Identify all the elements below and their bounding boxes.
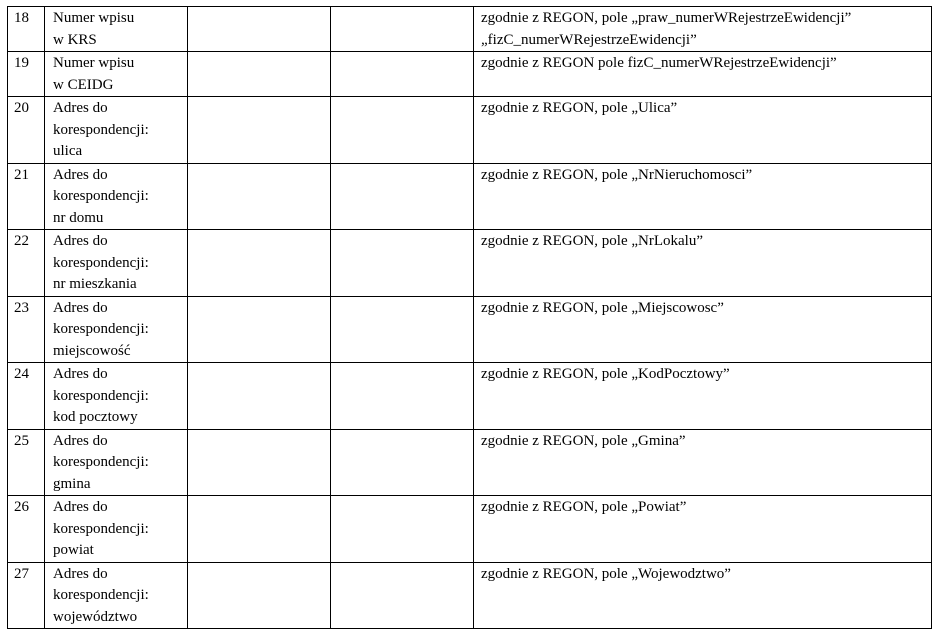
table-row — [8, 52, 932, 97]
field-name-line: gmina — [53, 475, 91, 492]
row-number: 20 — [8, 97, 45, 164]
field-name-line: korespondencji: — [53, 121, 149, 138]
field-name-line: Adres do — [53, 299, 108, 316]
field-name-line: miejscowość — [53, 342, 131, 359]
source-description-line: zgodnie z REGON, pole „Wojewodztwo” — [481, 565, 731, 582]
field-name-line: Adres do — [53, 499, 108, 515]
table-row — [8, 562, 932, 629]
empty-cell — [188, 97, 331, 164]
empty-cell — [331, 230, 474, 297]
source-description-cell — [474, 163, 932, 230]
field-name-cell — [45, 97, 188, 164]
empty-cell — [331, 97, 474, 164]
empty-cell — [188, 163, 331, 230]
row-number: 19 — [8, 52, 45, 97]
field-name-cell — [45, 230, 188, 297]
field-name-line: Adres do — [53, 166, 108, 183]
source-description-cell — [474, 496, 932, 563]
source-description-cell — [474, 230, 932, 297]
field-name-line: ulica — [53, 143, 83, 159]
table-body — [8, 7, 932, 629]
field-name-line: korespondencji: — [53, 587, 149, 603]
empty-cell — [331, 52, 474, 97]
row-number: 25 — [8, 429, 45, 496]
empty-cell — [188, 52, 331, 97]
field-name-line: województwo — [53, 608, 138, 625]
source-description-line: zgodnie z REGON, pole „Powiat” — [481, 499, 687, 515]
field-name-line: Adres do — [53, 432, 108, 449]
empty-cell — [188, 429, 331, 496]
empty-cell — [188, 496, 331, 563]
empty-cell — [331, 429, 474, 496]
field-name-cell — [45, 163, 188, 230]
field-name-cell — [45, 52, 188, 97]
field-name-line: korespondencji: — [53, 387, 149, 404]
row-number: 21 — [8, 163, 45, 230]
field-name-line: korespondencji: — [53, 454, 149, 470]
field-name-line: korespondencji: — [53, 520, 149, 537]
table-row — [8, 230, 932, 297]
source-description-cell — [474, 52, 932, 97]
field-name-line: w CEIDG — [53, 76, 114, 93]
table-row — [8, 296, 932, 363]
row-number: 26 — [8, 496, 45, 563]
source-description-line: „fizC_numerWRejestrzeEwidencji” — [481, 31, 697, 48]
empty-cell — [331, 163, 474, 230]
source-description-cell — [474, 7, 932, 52]
table-row — [8, 7, 932, 52]
row-number: 23 — [8, 296, 45, 363]
source-description-line: zgodnie z REGON, pole „Miejscowosc” — [481, 299, 724, 316]
field-name-line: Adres do — [53, 100, 108, 116]
empty-cell — [188, 296, 331, 363]
source-description-cell — [474, 97, 932, 164]
field-name-cell — [45, 363, 188, 430]
source-description-cell — [474, 429, 932, 496]
field-name-line: Adres do — [53, 233, 108, 249]
source-description-line: zgodnie z REGON pole fizC_numerWRejestrzeEwidencji” — [481, 55, 837, 71]
source-description-cell — [474, 363, 932, 430]
table-row — [8, 97, 932, 164]
field-name-cell — [45, 429, 188, 496]
field-name-line: Adres do — [53, 366, 108, 382]
field-name-line: korespondencji: — [53, 188, 149, 204]
source-description-line: zgodnie z REGON, pole „Gmina” — [481, 432, 686, 449]
source-description-line: zgodnie z REGON, pole „Ulica” — [481, 100, 678, 116]
table-row — [8, 496, 932, 563]
source-description-cell — [474, 562, 932, 629]
source-description-cell — [474, 296, 932, 363]
field-name-cell — [45, 562, 188, 629]
table-row — [8, 163, 932, 230]
source-description-line: zgodnie z REGON, pole „NrNieruchomosci” — [481, 166, 753, 183]
field-name-cell — [45, 7, 188, 52]
field-name-line: korespondencji: — [53, 254, 149, 271]
field-name-line: powiat — [53, 542, 94, 558]
empty-cell — [188, 230, 331, 297]
field-name-cell — [45, 296, 188, 363]
row-number: 18 — [8, 7, 45, 52]
source-description-line: zgodnie z REGON, pole „NrLokalu” — [481, 233, 704, 249]
empty-cell — [331, 363, 474, 430]
field-name-line: Numer wpisu — [53, 10, 135, 26]
empty-cell — [331, 562, 474, 629]
empty-cell — [188, 562, 331, 629]
field-name-line: nr domu — [53, 209, 104, 226]
row-number: 24 — [8, 363, 45, 430]
field-name-line: kod pocztowy — [53, 409, 138, 425]
field-name-line: korespondencji: — [53, 321, 149, 337]
field-name-line: Numer wpisu — [53, 55, 135, 71]
table-row — [8, 363, 932, 430]
row-number: 22 — [8, 230, 45, 297]
field-name-line: w KRS — [53, 31, 97, 48]
empty-cell — [188, 7, 331, 52]
table-row — [8, 429, 932, 496]
row-number: 27 — [8, 562, 45, 629]
empty-cell — [331, 7, 474, 52]
field-name-line: Adres do — [53, 565, 108, 582]
source-description-line: zgodnie z REGON, pole „KodPocztowy” — [481, 366, 730, 382]
source-description-line: zgodnie z REGON, pole „praw_numerWRejestrzeEwidencji” — [481, 10, 852, 26]
field-name-line: nr mieszkania — [53, 276, 137, 292]
empty-cell — [188, 363, 331, 430]
empty-cell — [331, 296, 474, 363]
fields-table — [7, 6, 932, 629]
field-name-cell — [45, 496, 188, 563]
empty-cell — [331, 496, 474, 563]
